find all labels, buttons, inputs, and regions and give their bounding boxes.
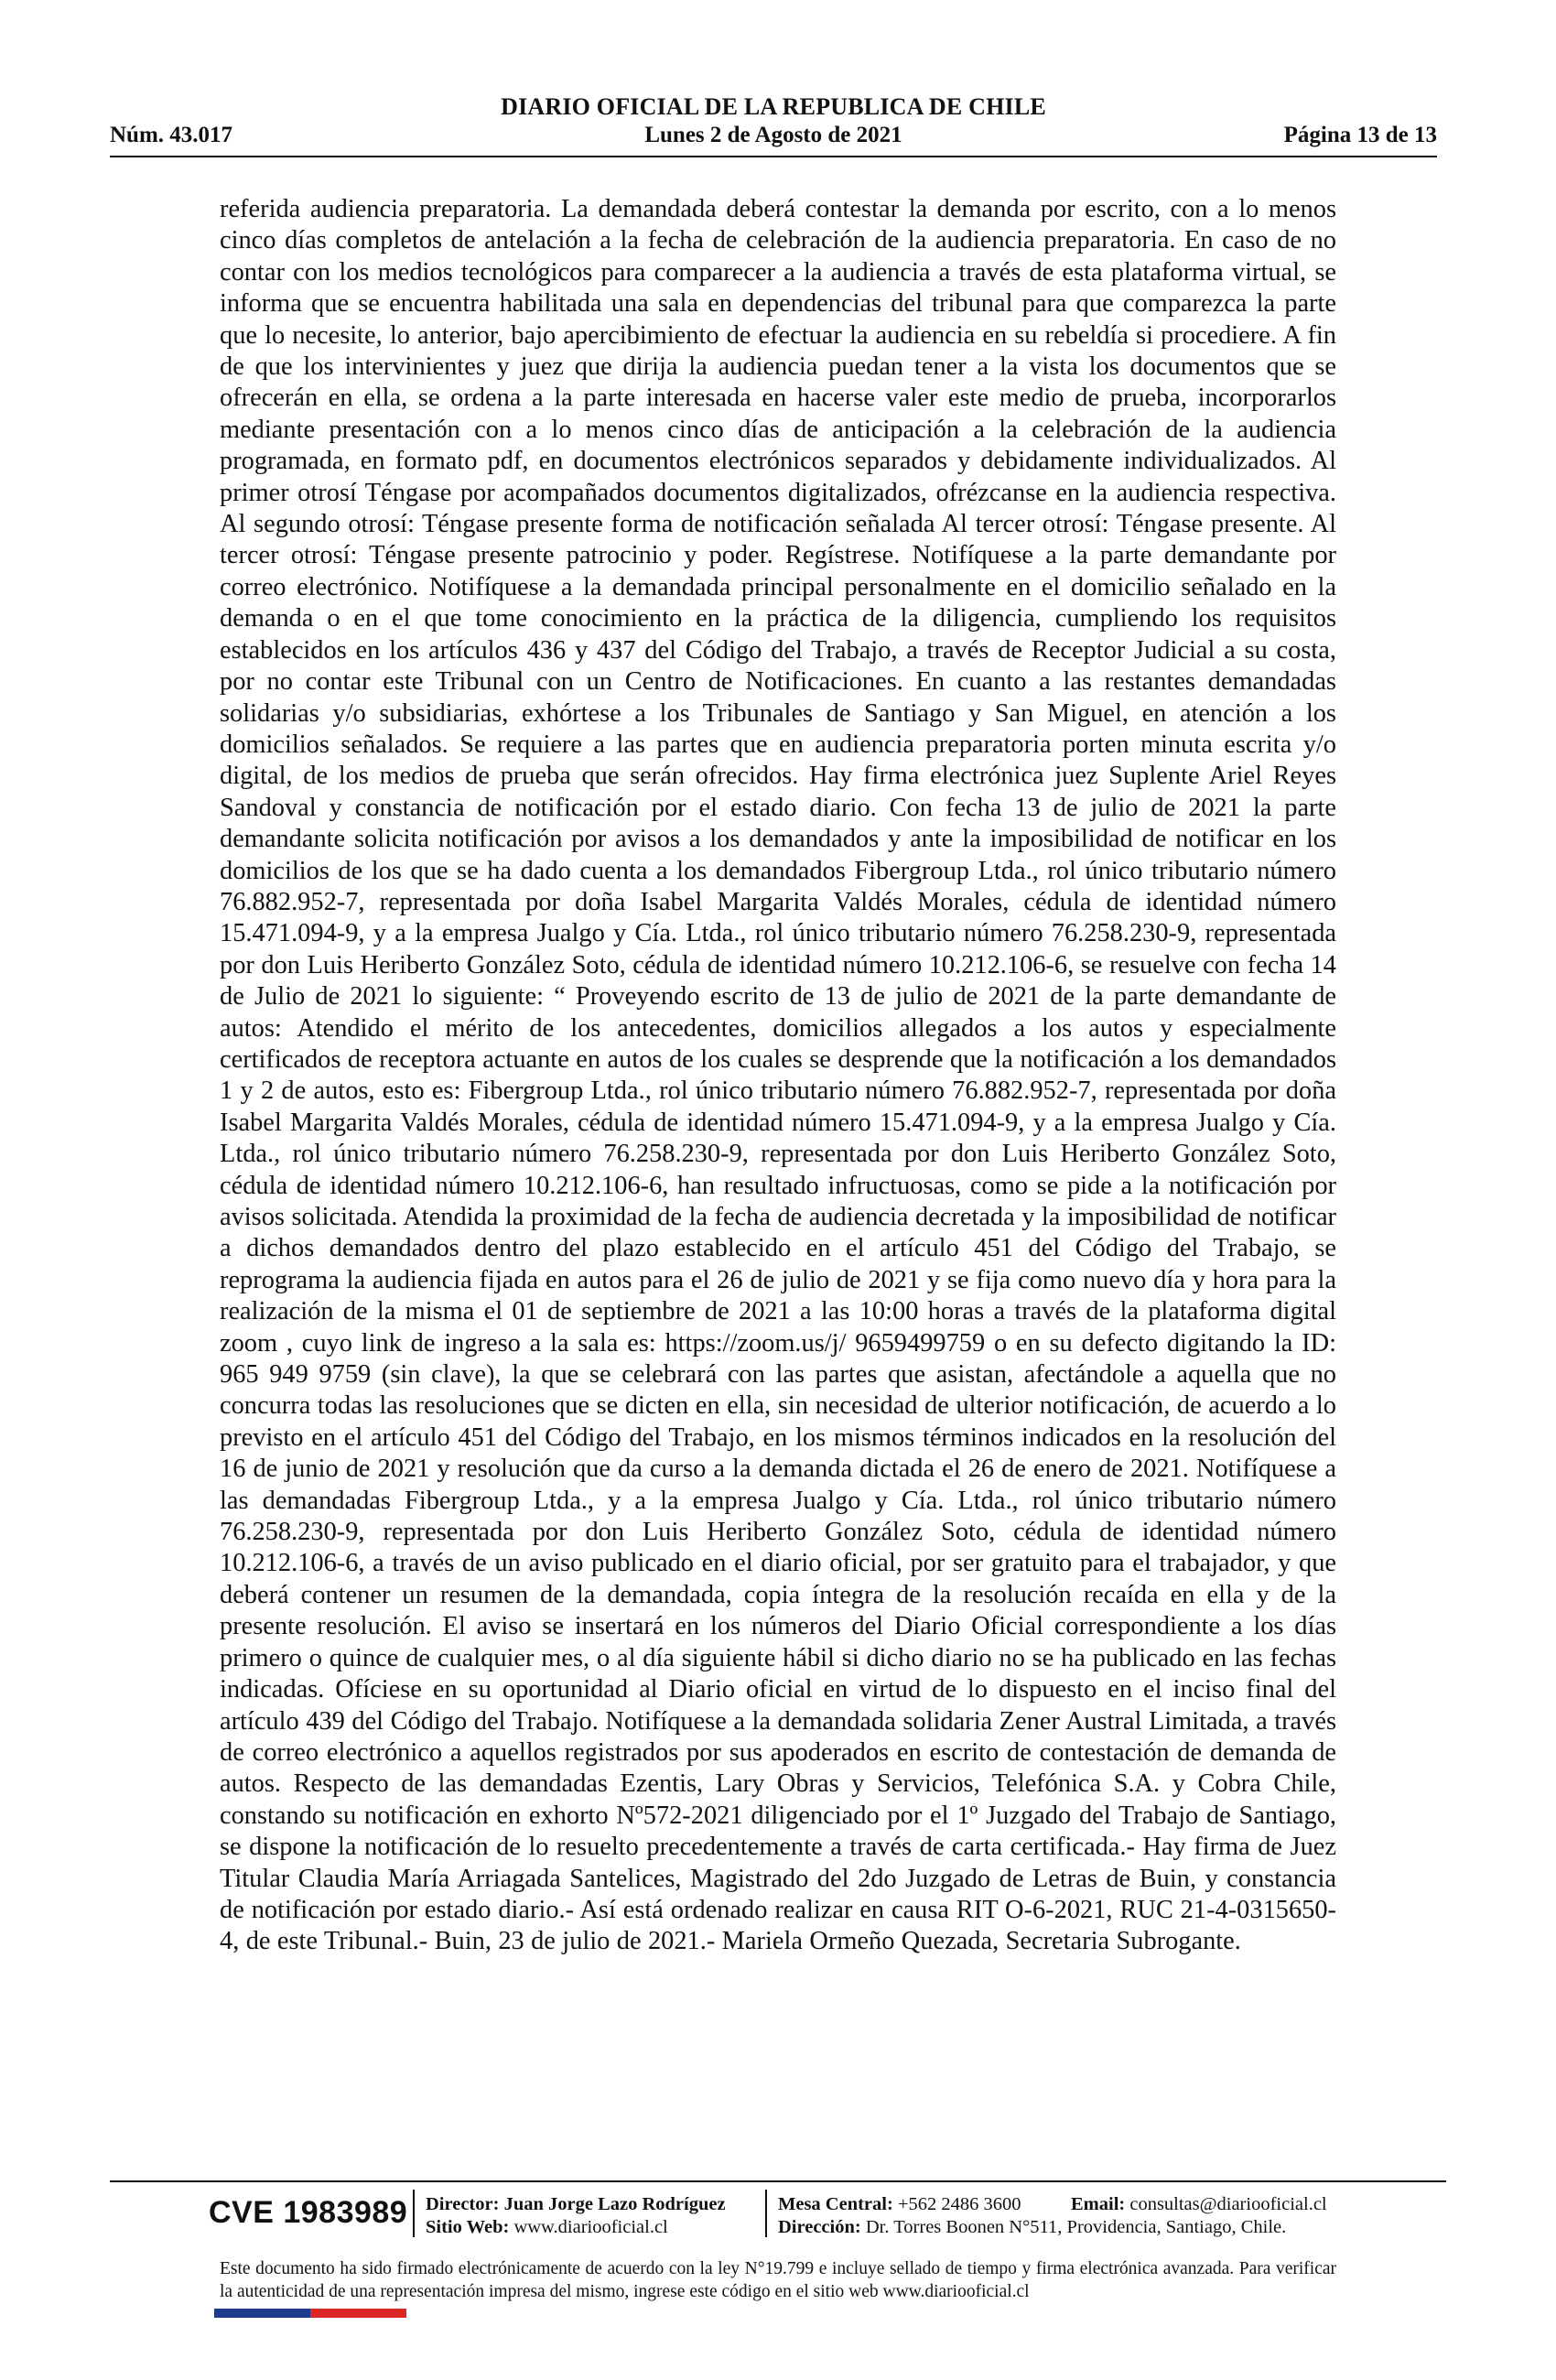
- email-label: Email:: [1071, 2194, 1126, 2214]
- page-header: [110, 92, 1437, 157]
- footer-separator: [765, 2190, 767, 2237]
- footer-director-column: [426, 2193, 726, 2239]
- director-line: [426, 2193, 726, 2216]
- publication-title: DIARIO OFICIAL DE LA REPUBLICA DE CHILE: [501, 93, 1046, 120]
- flag-blue-segment: [214, 2309, 310, 2318]
- page-number: Página 13 de 13: [1283, 123, 1437, 147]
- signature-disclaimer: Este documento ha sido firmado electrónicamente de acuerdo con la ley N°19.799 e incluye sellado de tiempo y firma electrónica avanzada. Para verificar la autenticidad de una representación impresa del mismo, ingrese este código en el sitio web www.diariooficial.cl: [220, 2259, 1336, 2301]
- email-link[interactable]: consultas@diariooficial.cl: [1129, 2194, 1327, 2214]
- director-label: Director:: [426, 2194, 500, 2214]
- website-link[interactable]: www.diariooficial.cl: [513, 2217, 668, 2237]
- website-label: Sitio Web:: [426, 2217, 510, 2237]
- address-label: Dirección:: [778, 2217, 861, 2237]
- phone-label: Mesa Central:: [778, 2194, 893, 2214]
- footer-divider: [110, 2180, 1446, 2182]
- email-line: [1071, 2193, 1327, 2216]
- issue-date: Lunes 2 de Agosto de 2021: [644, 123, 902, 147]
- website-line: [426, 2216, 726, 2239]
- cve-code: CVE 1983989: [209, 2194, 408, 2230]
- director-name: Juan Jorge Lazo Rodríguez: [503, 2194, 726, 2214]
- address-line: [778, 2216, 1286, 2239]
- footer-separator: [413, 2190, 415, 2237]
- notice-body: referida audiencia preparatoria. La demandada deberá contestar la demanda por escrito, con a lo menos cinco días completos de antelación a la fecha de celebración de la audiencia preparatoria. En caso de no contar con los medios tecnológicos para comparecer a la audiencia a través de esta plataforma virtual, se informa que se encuentra habilitada una sala en dependencias del tribunal para que comparezca la parte que lo necesite, lo anterior, bajo apercibimiento de efectuar la audiencia en su rebeldía si procediere. A fin de que los intervinientes y juez que dirija la audiencia puedan tener a la vista los documentos que se ofrecerán en ella, se ordena a la parte interesada en hacerse valer este medio de prueba, incorporarlos mediante presentación con a lo menos cinco días de anticipación a la celebración de la audiencia programada, en formato pdf, en documentos electrónicos separados y debidamente individualizados. Al primer otrosí Téngase por acompañados documentos digitalizados, ofrézcanse en la audiencia respectiva. Al segundo otrosí: Téngase presente forma de notificación señalada Al tercer otrosí: Téngase presente. Al tercer otrosí: Téngase presente patrocinio y poder. Regístrese. Notifíquese a la parte demandante por correo electrónico. Notifíquese a la demandada principal personalmente en el domicilio señalado en la demanda o en el que tome conocimiento en la práctica de la diligencia, cumpliendo los requisitos establecidos en los artículos 436 y 437 del Código del Trabajo, a través de Receptor Judicial a su costa, por no contar este Tribunal con un Centro de Notificaciones. En cuanto a las restantes demandadas solidarias y/o subsidiarias, exhórtese a los Tribunales de Santiago y San Miguel, en atención a los domicilios señalados. Se requiere a las partes que en audiencia preparatoria porten minuta escrita y/o digital, de los medios de prueba que serán ofrecidos. Hay firma electrónica juez Suplente Ariel Reyes Sandoval y constancia de notificación por el estado diario. Con fecha 13 de julio de 2021 la parte demandante solicita notificación por avisos a los demandados y ante la imposibilidad de notificar en los domicilios de los que se ha dado cuenta a los demandados Fibergroup Ltda., rol único tributario número 76.882.952-7, representada por doña Isabel Margarita Valdés Morales, cédula de identidad número 15.471.094-9, y a la empresa Jualgo y Cía. Ltda., rol único tributario número 76.258.230-9, representada por don Luis Heriberto González Soto, cédula de identidad número 10.212.106-6, se resuelve con fecha 14 de Julio de 2021 lo siguiente: “ Proveyendo escrito de 13 de julio de 2021 de la parte demandante de autos: Atendido el mérito de los antecedentes, domicilios allegados a los autos y especialmente certificados de receptora actuante en autos de los cuales se desprende que la notificación a los demandados 1 y 2 de autos, esto es: Fibergroup Ltda., rol único tributario número 76.882.952-7, representada por doña Isabel Margarita Valdés Morales, cédula de identidad número 15.471.094-9, y a la empresa Jualgo y Cía. Ltda., rol único tributario número 76.258.230-9, representada por don Luis Heriberto González Soto, cédula de identidad número 10.212.106-6, han resultado infructuosas, como se pide a la notificación por avisos solicitada. Atendida la proximidad de la fecha de audiencia decretada y la imposibilidad de notificar a dichos demandados dentro del plazo establecido en el artículo 451 del Código del Trabajo, se reprograma la audiencia fijada en autos para el 26 de julio de 2021 y se fija como nuevo día y hora para la realización de la misma el 01 de septiembre de 2021 a las 10:00 horas a través de la plataforma digital zoom , cuyo link de ingreso a la sala es: https://zoom.us/j/ 9659499759 o en su defecto digitando la ID: 965 949 9759 (sin clave), la que se celebrará con las partes que asistan, afectándole a aquella que no concurra todas las resoluciones que se dicten en ella, sin necesidad de ulterior notificación, de acuerdo a lo previsto en el artículo 451 del Código del Trabajo, en los mismos términos indicados en la resolución del 16 de junio de 2021 y resolución que da curso a la demanda dictada el 26 de enero de 2021. Notifíquese a las demandadas Fibergroup Ltda., y a la empresa Jualgo y Cía. Ltda., rol único tributario número 76.258.230-9, representada por don Luis Heriberto González Soto, cédula de identidad número 10.212.106-6, a través de un aviso publicado en el diario oficial, por ser gratuito para el trabajador, y que deberá contener un resumen de la demandada, copia íntegra de la resolución recaída en ella y de la presente resolución. El aviso se insertará en los números del Diario Oficial correspondiente a los días primero o quince de cualquier mes, o al día siguiente hábil si dicho diario no se ha publicado en las fechas indicadas. Ofíciese en su oportunidad al Diario oficial en virtud de lo dispuesto en el inciso final del artículo 439 del Código del Trabajo. Notifíquese a la demandada solidaria Zener Austral Limitada, a través de correo electrónico a aquellos registrados por sus apoderados en escrito de contestación de demanda de autos. Respecto de las demandadas Ezentis, Lary Obras y Servicios, Telefónica S.A. y Cobra Chile, constando su notificación en exhorto Nº572-2021 diligenciado por el 1º Juzgado del Trabajo de Santiago, se dispone la notificación de lo resuelto precedentemente a través de carta certificada.- Hay firma de Juez Titular Claudia María Arriagada Santelices, Magistrado del 2do Juzgado de Letras de Buin, y constancia de notificación por estado diario.- Así está ordenado realizar en causa RIT O-6-2021, RUC 21-4-0315650-4, de este Tribunal.- Buin, 23 de julio de 2021.- Mariela Ormeño Quezada, Secretaria Subrogante.: [220, 195, 1336, 1956]
- phone-value: +562 2486 3600: [897, 2194, 1021, 2214]
- footer-email-column: [1071, 2193, 1327, 2216]
- address-value: Dr. Torres Boonen N°511, Providencia, Santiago, Chile.: [865, 2217, 1287, 2237]
- issue-number: Núm. 43.017: [110, 123, 233, 147]
- flag-bar: [214, 2309, 406, 2318]
- flag-red-segment: [310, 2309, 406, 2318]
